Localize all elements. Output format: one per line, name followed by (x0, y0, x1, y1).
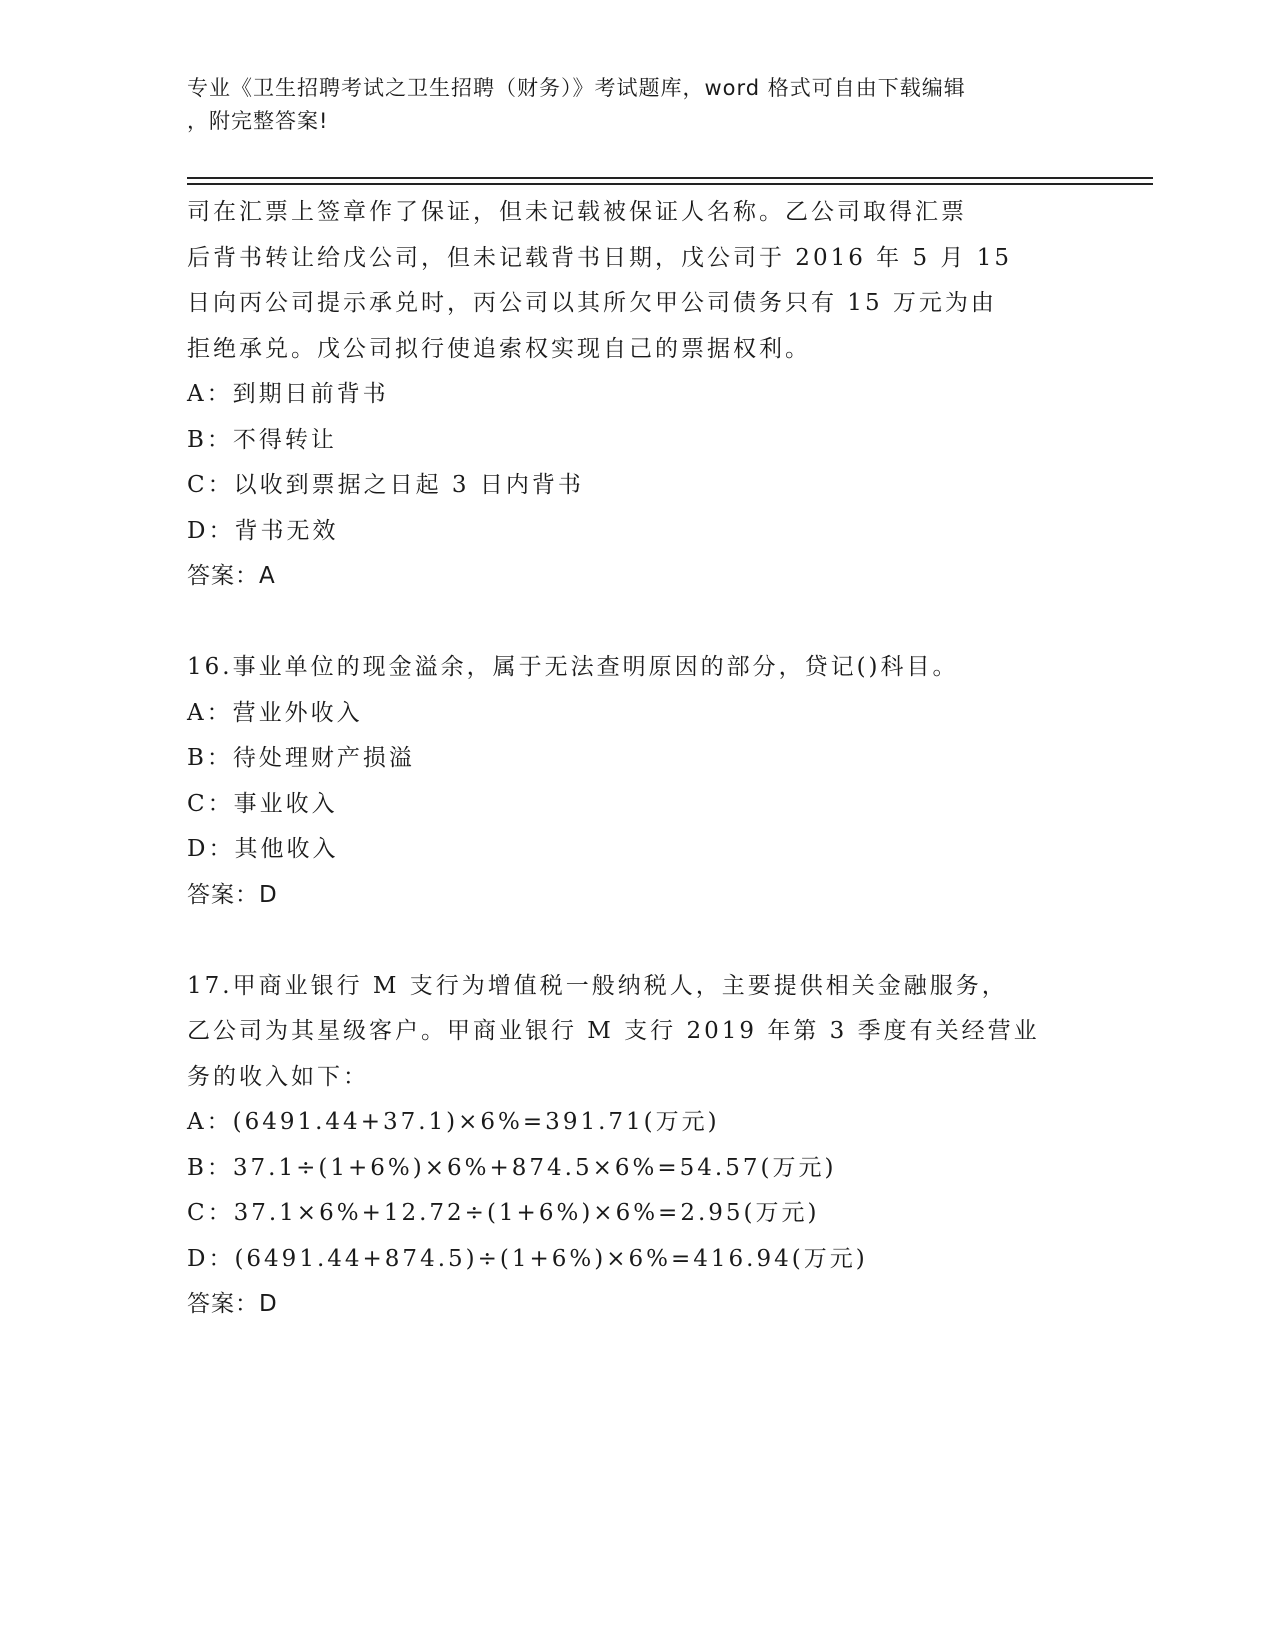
option-a: A：(6491.44+37.1)×6%=391.71(万元) (187, 1109, 720, 1135)
answer-line: 答案：D (187, 1291, 278, 1317)
header-line-2: ，附完整答案! (187, 109, 329, 133)
question-stem-line: 务的收入如下： (187, 1063, 369, 1090)
question-17 (187, 964, 1087, 1328)
option-d: D：其他收入 (187, 836, 339, 862)
answer-line: 答案：A (187, 563, 276, 589)
question-stem-line: 拒绝承兑。戊公司拟行使追索权实现自己的票据权利。 (187, 335, 811, 362)
header-line-1: 专业《卫生招聘考试之卫生招聘（财务）》考试题库，word 格式可自由下载编辑 (187, 76, 966, 100)
question-stem-line: 司在汇票上签章作了保证，但未记载被保证人名称。乙公司取得汇票 (187, 199, 967, 225)
option-c: C：事业收入 (187, 790, 338, 817)
option-c: C：以收到票据之日起 3 日内背书 (187, 472, 584, 498)
question-16 (187, 645, 1087, 918)
option-b: B：待处理财产损溢 (187, 745, 415, 771)
document-header (187, 72, 1067, 138)
question-stem-line: 16.事业单位的现金溢余，属于无法查明原因的部分，贷记()科目。 (187, 654, 959, 680)
option-b: B：不得转让 (187, 426, 337, 453)
question-stem-line: 日向丙公司提示承兑时，丙公司以其所欠甲公司债务只有 15 万元为由 (187, 290, 997, 316)
question-stem-line: 后背书转让给戊公司，但未记载背书日期，戊公司于 2016 年 5 月 15 (187, 244, 1012, 271)
option-b: B：37.1÷(1+6%)×6%+874.5×6%=54.57(万元) (187, 1154, 837, 1181)
header-rule-top (187, 177, 1153, 179)
option-a: A：营业外收入 (187, 699, 363, 726)
header-rule-bottom (187, 183, 1153, 185)
spacer (187, 600, 1087, 646)
option-d: D：背书无效 (187, 517, 339, 544)
question-stem-line: 乙公司为其星级客户。甲商业银行 M 支行 2019 年第 3 季度有关经营业 (187, 1018, 1040, 1044)
answer-line: 答案：D (187, 881, 278, 908)
question-15 (187, 190, 1087, 600)
option-a: A：到期日前背书 (187, 381, 389, 407)
option-d: D：(6491.44+874.5)÷(1+6%)×6%=416.94(万元) (187, 1245, 868, 1272)
question-stem-line: 17.甲商业银行 M 支行为增值税一般纳税人，主要提供相关金融服务， (187, 972, 1008, 999)
spacer (187, 918, 1087, 964)
document-body (187, 190, 1087, 1328)
option-c: C：37.1×6%+12.72÷(1+6%)×6%=2.95(万元) (187, 1200, 820, 1226)
